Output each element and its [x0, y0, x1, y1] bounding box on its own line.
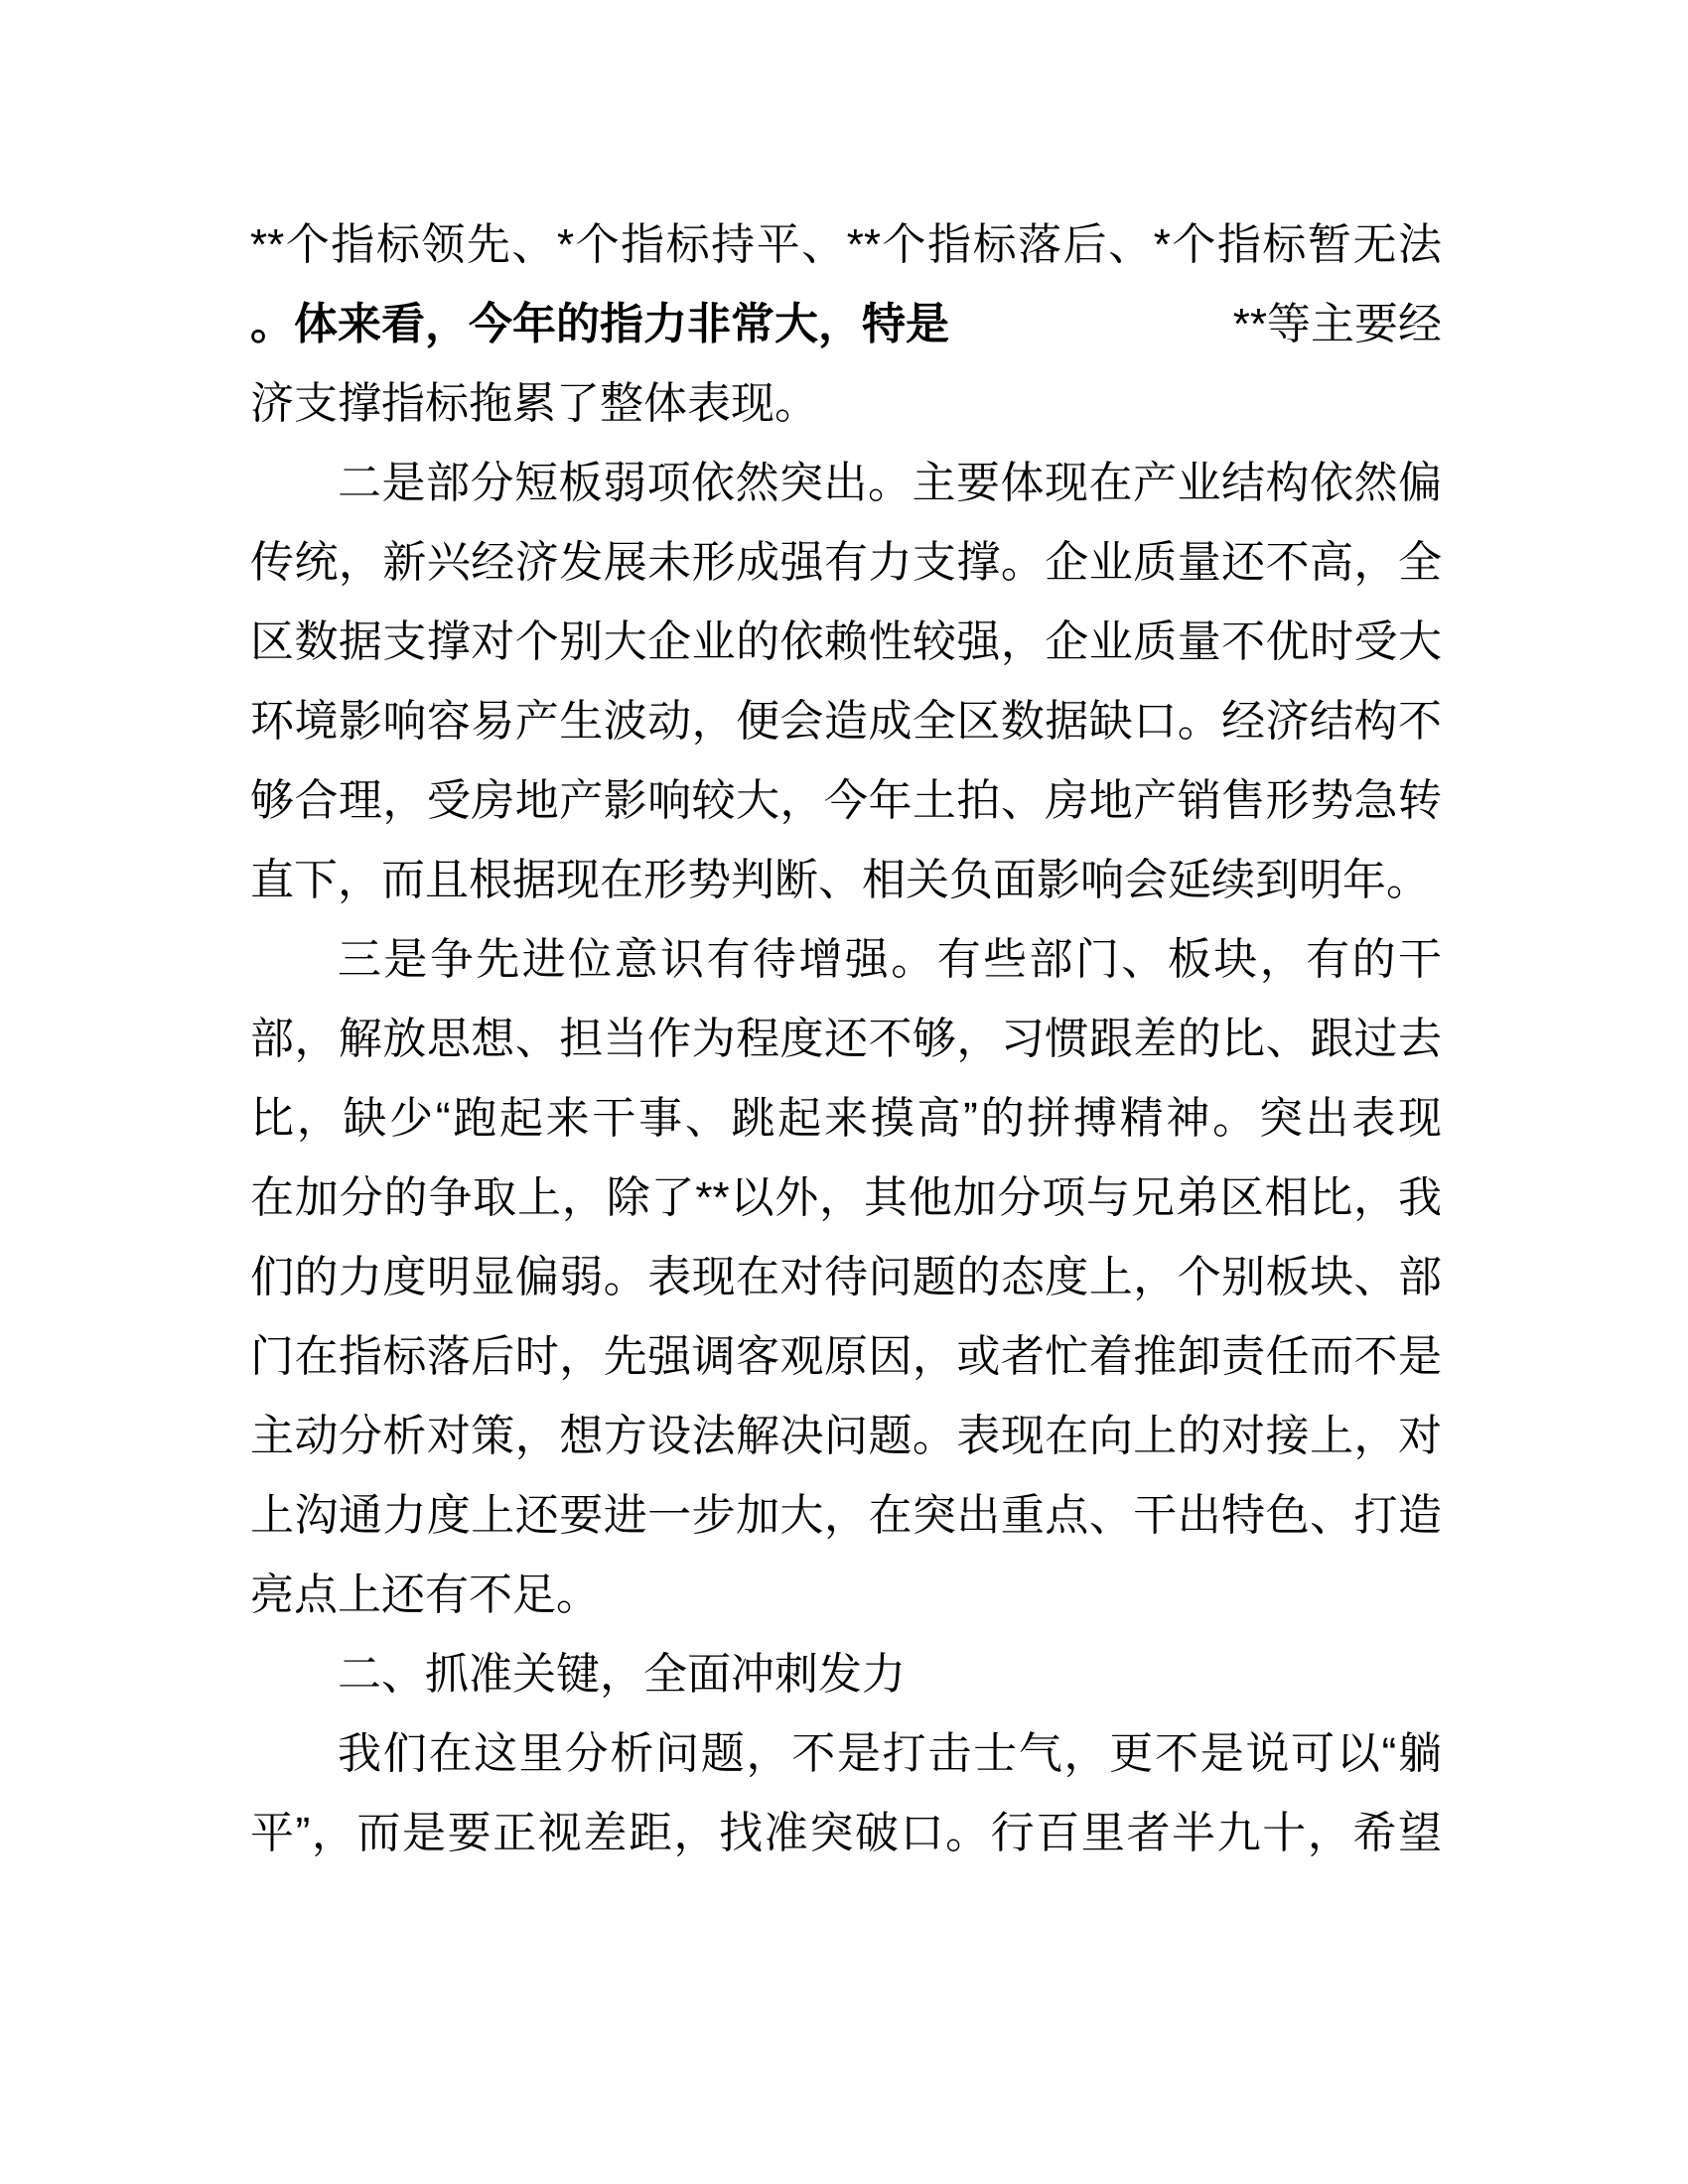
text-line: 环境影响容易产生波动，便会造成全区数据缺口。经济结构不 [250, 697, 1442, 746]
text-line: 平”，而是要正视差距，找准突破口。行百里者半九十，希望 [250, 1809, 1442, 1857]
paragraph-last-line: 直下，而且根据现在形势判断、相关负面影响会延续到明年。 [250, 856, 1430, 904]
document-page [250, 205, 1442, 1873]
section-heading: 二、抓准关键，全面冲刺发力 [338, 1650, 906, 1699]
paragraph-last-line: 亮点上还有不足。 [250, 1570, 600, 1619]
text-line-with-redaction [250, 285, 1442, 364]
text-line: 上沟通力度上还要进一步加大，在突出重点、干出特色、打造 [250, 1491, 1442, 1540]
text-segment: **等主要经 [1232, 300, 1442, 348]
paragraph-first-line: 我们在这里分析问题，不是打击士气，更不是说可以“躺 [338, 1729, 1442, 1778]
text-line: 部，解放思想、担当作为程度还不够，习惯跟差的比、跟过去 [250, 1015, 1442, 1063]
text-line: 们的力度明显偏弱。表现在对待问题的态度上，个别板块、部 [250, 1253, 1442, 1301]
text-line: 在加分的争取上，除了**以外，其他加分项与兄弟区相比，我 [250, 1173, 1442, 1222]
text-line: **个指标领先、*个指标持平、**个指标落后、*个指标暂无法 [250, 220, 1442, 269]
text-line: 区数据支撑对个别大企业的依赖性较强，企业质量不优时受大 [250, 617, 1442, 666]
text-line: 门在指标落后时，先强调客观原因，或者忙着推卸责任而不是 [250, 1332, 1442, 1381]
bold-text-segment: 。体来看，今年的指力非常大，特是 [250, 300, 949, 348]
text-line: 主动分析对策，想方设法解决问题。表现在向上的对接上，对 [250, 1412, 1442, 1460]
text-line: 传统，新兴经济发展未形成强有力支撑。企业质量还不高，全 [250, 538, 1442, 587]
paragraph-first-line: 二是部分短板弱项依然突出。主要体现在产业结构依然偏 [338, 459, 1442, 507]
paragraph-first-line: 三是争先进位意识有待增强。有些部门、板块，有的干 [338, 935, 1442, 984]
text-line: 够合理，受房地产影响较大，今年土拍、房地产销售形势急转 [250, 776, 1442, 825]
text-line: 比，缺少“跑起来干事、跳起来摸高”的拼搏精神。突出表现 [250, 1094, 1442, 1143]
text-line: 济支撑指标拖累了整体表现。 [250, 379, 818, 428]
